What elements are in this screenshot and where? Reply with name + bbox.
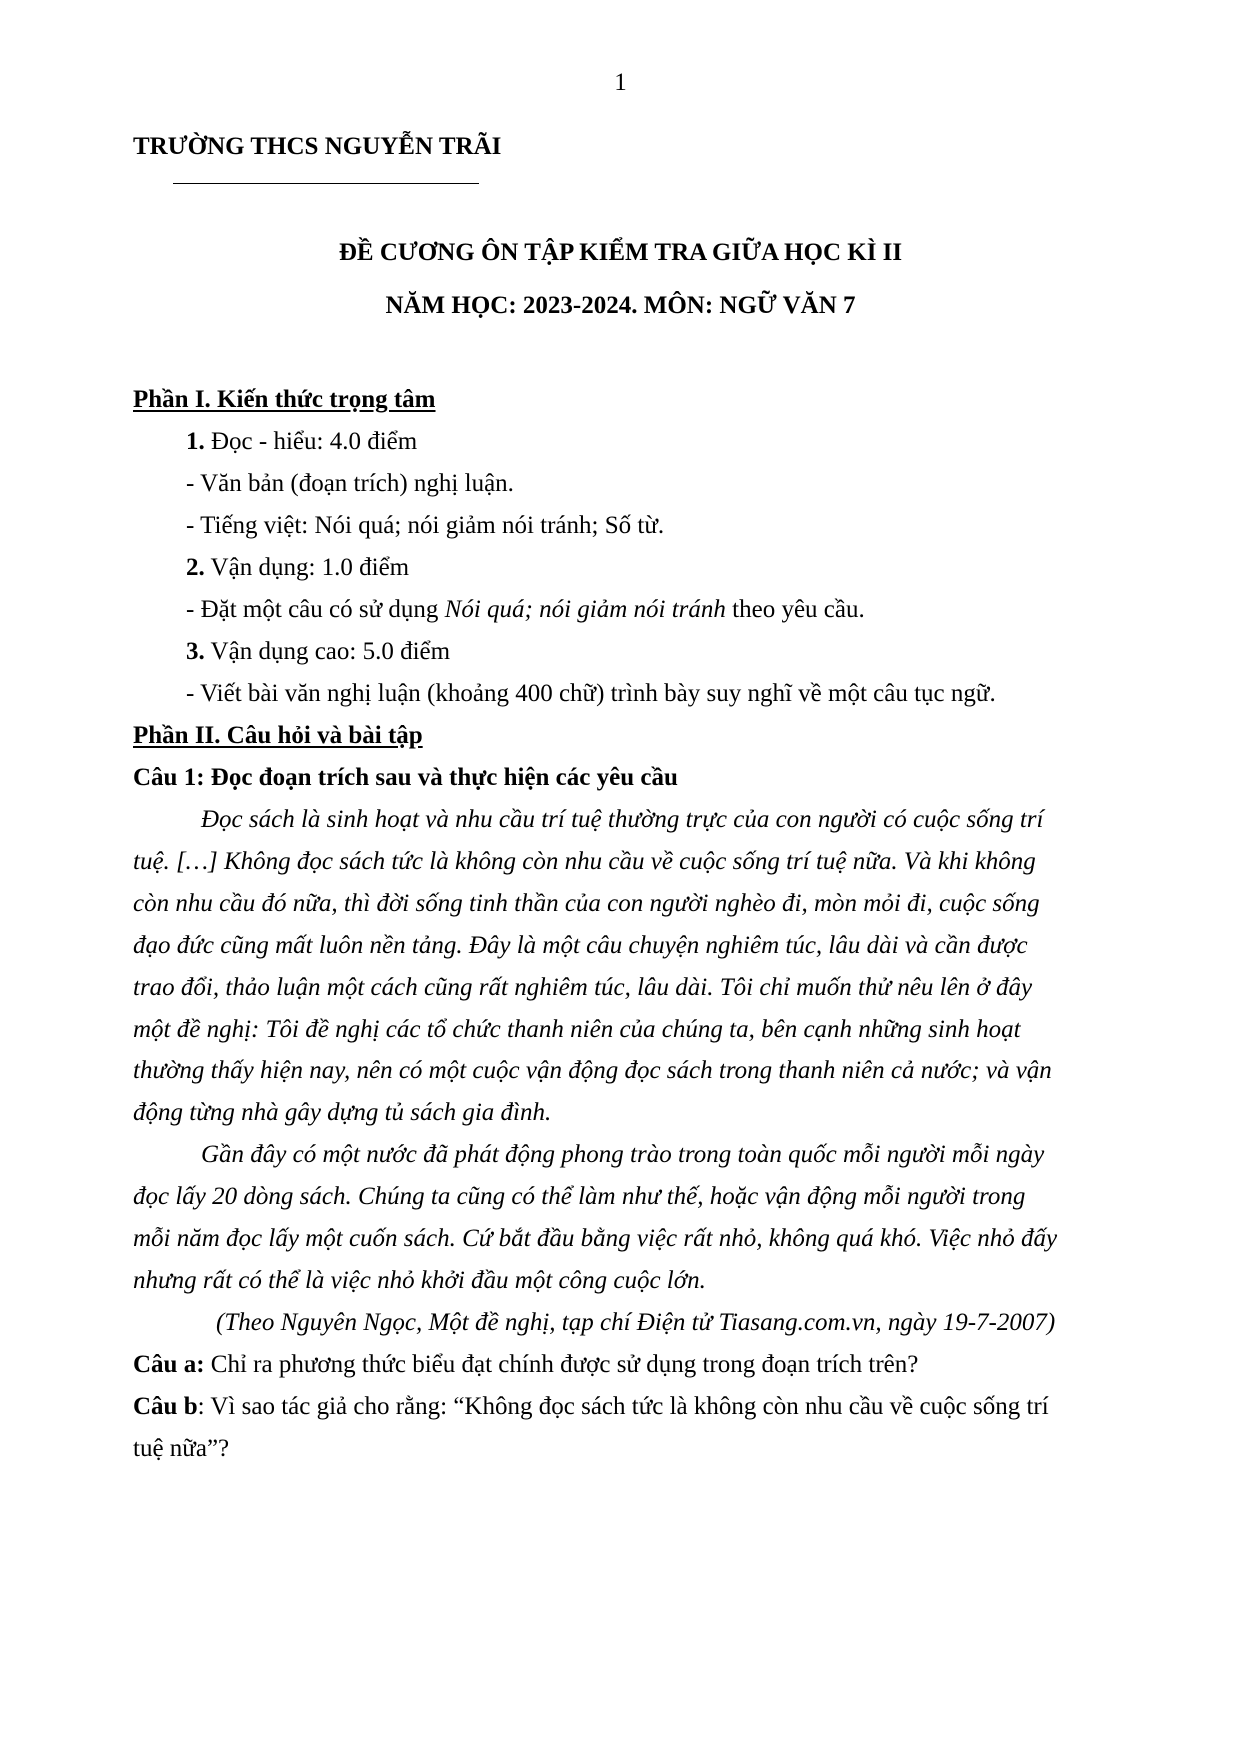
passage-line: động từng nhà gây dựng tủ sách gia đình.: [133, 1099, 552, 1126]
part1-item3: [186, 639, 450, 664]
passage-line: mỗi năm đọc lấy một cuốn sách. Cứ bắt đầu bằng việc rất nhỏ, không quá khó. Việc nhỏ đấy: [133, 1225, 1058, 1252]
question-a-text: Chỉ ra phương thức biểu đạt chính được sử dụng trong đoạn trích trên?: [204, 1351, 919, 1378]
passage-line: nhưng rất có thể là việc nhỏ khởi đầu một công cuộc lớn.: [133, 1267, 706, 1294]
document-subtitle: NĂM HỌC: 2023-2024. MÔN: NGỮ VĂN 7: [385, 292, 856, 319]
passage-line: trao đổi, thảo luận một cách cũng rất nghiêm túc, lâu dài. Tôi chỉ muốn thử nêu lên ở đây: [133, 974, 1033, 1001]
item3-text: Vận dụng cao: 5.0 điểm: [204, 638, 451, 665]
part1-item1: [186, 429, 417, 454]
passage-line: đọc lấy 20 dòng sách. Chúng ta cũng có thể làm như thế, hoặc vận động mỗi người trong: [133, 1183, 1026, 1210]
item2-line1: [186, 597, 865, 622]
question-b-label: Câu b: [133, 1393, 198, 1420]
page-number: 1: [614, 69, 627, 96]
passage-citation: (Theo Nguyên Ngọc, Một đề nghị, tạp chí Điện tử Tiasang.com.vn, ngày 19-7-2007): [216, 1309, 1056, 1336]
passage-line: đạo đức cũng mất luôn nền tảng. Đây là một câu chuyện nghiêm túc, lâu dài và cần được: [133, 932, 1028, 959]
item3-number: 3.: [186, 638, 205, 665]
item1-text: Đọc - hiểu: 4.0 điểm: [204, 428, 418, 455]
item1-number: 1.: [186, 428, 205, 455]
question-b: [133, 1394, 1049, 1419]
passage-line: còn nhu cầu đó nữa, thì đời sống tinh thần của con người nghèo đi, mòn mỏi đi, cuộc sống: [133, 890, 1040, 917]
question-a-label: Câu a:: [133, 1351, 205, 1378]
passage-line: một đề nghị: Tôi đề nghị các tổ chức thanh niên của chúng ta, bên cạnh những sinh hoạt: [133, 1016, 1021, 1043]
part2-heading: Phần II. Câu hỏi và bài tập: [133, 722, 423, 749]
item1-line1: - Văn bản (đoạn trích) nghị luận.: [186, 470, 514, 497]
passage-line: tuệ. […] Không đọc sách tức là không còn nhu cầu về cuộc sống trí tuệ nữa. Và khi không: [133, 848, 1036, 875]
school-underline-rule: [173, 183, 479, 184]
school-name: TRƯỜNG THCS NGUYỄN TRÃI: [133, 133, 502, 160]
question-a: [133, 1352, 918, 1377]
item3-line1: - Viết bài văn nghị luận (khoảng 400 chữ) trình bày suy nghĩ về một câu tục ngữ.: [186, 680, 996, 707]
item2-number: 2.: [186, 554, 205, 581]
question1-heading: Câu 1: Đọc đoạn trích sau và thực hiện các yêu cầu: [133, 764, 678, 791]
passage-line: Gần đây có một nước đã phát động phong trào trong toàn quốc mỗi người mỗi ngày: [201, 1141, 1045, 1168]
document-title: ĐỀ CƯƠNG ÔN TẬP KIỂM TRA GIỮA HỌC KÌ II: [338, 239, 903, 266]
item1-line2: - Tiếng việt: Nói quá; nói giảm nói tránh; Số từ.: [186, 512, 665, 539]
item2-line1-italic: Nói quá; nói giảm nói tránh: [444, 596, 726, 623]
question-b-line2: tuệ nữa”?: [133, 1435, 230, 1462]
item2-text: Vận dụng: 1.0 điểm: [204, 554, 410, 581]
part1-item2: [186, 555, 409, 580]
passage-line: thường thấy hiện nay, nên có một cuộc vận động đọc sách trong thanh niên cả nước; và vận: [133, 1057, 1052, 1084]
item2-line1-post: theo yêu cầu.: [725, 596, 865, 623]
item2-line1-pre: - Đặt một câu có sử dụng: [186, 596, 445, 623]
part1-heading: Phần I. Kiến thức trọng tâm: [133, 386, 436, 413]
question-b-text: : Vì sao tác giả cho rằng: “Không đọc sách tức là không còn nhu cầu về cuộc sống trí: [197, 1393, 1049, 1420]
passage-line: Đọc sách là sinh hoạt và nhu cầu trí tuệ thường trực của con người có cuộc sống trí: [201, 806, 1044, 833]
